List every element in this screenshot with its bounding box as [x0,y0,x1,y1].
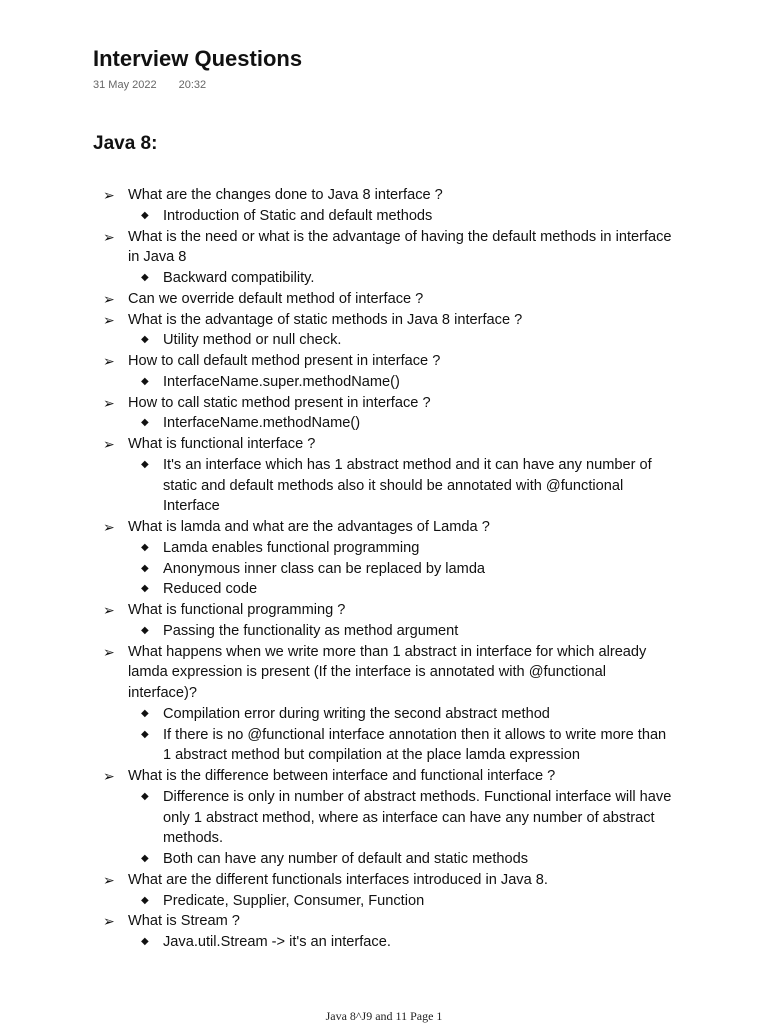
arrow-bullet-icon: ➢ [103,311,115,328]
question-item [0,434,768,455]
diamond-bullet-icon: ◆ [141,209,149,221]
page-title: Interview Questions [93,46,303,71]
question-text: How to call static method present in interface ? [128,394,431,411]
arrow-bullet-icon: ➢ [103,290,115,307]
answer-text: Lamda enables functional programming [163,539,420,556]
arrow-bullet-icon: ➢ [103,228,115,245]
answer-item [0,206,768,227]
answer-item [0,330,768,351]
diamond-bullet-icon: ◆ [141,728,149,740]
note-meta [93,78,206,92]
diamond-bullet-icon: ◆ [141,853,149,864]
question-text: What is lamda and what are the advantages of Lamda ? [128,519,490,535]
diamond-bullet-icon: ◆ [141,583,149,595]
answer-text: Anonymous inner class can be replaced by lamda [163,560,486,577]
diamond-bullet-icon: ◆ [141,417,149,429]
question-text: What happens when we write more than 1 abstract in interface for which already lamda expression is present (If the interface is annotated with @functional interface)? [128,643,647,701]
arrow-bullet-icon: ➢ [103,436,115,452]
question-item [0,517,768,538]
answer-text: Difference is only in number of abstract methods. Functional interface will have only 1 abstract method, where as interface can have any number of abstract methods. [163,788,672,847]
diamond-bullet-icon: ◆ [141,334,149,346]
diamond-bullet-icon: ◆ [141,562,149,574]
question-item [0,227,768,269]
diamond-bullet-icon: ◆ [141,375,149,387]
diamond-bullet-icon: ◆ [141,707,149,719]
arrow-bullet-icon: ➢ [103,913,115,930]
answer-text: Backward compatibility. [163,270,315,286]
note-time: 20:32 [178,79,207,91]
answer-item [0,704,768,725]
question-item [0,766,768,787]
question-text: How to call default method present in interface ? [128,353,441,369]
answer-item [0,268,768,289]
answer-item [0,538,768,559]
answer-text: It's an interface which has 1 abstract method and it can have any number of static and default methods also it should be annotated with @functional Interface [163,456,652,515]
question-text: What is the difference between interface and functional interface ? [128,768,556,784]
diamond-bullet-icon: ◆ [141,458,149,470]
question-item [0,393,768,414]
answer-text: Java.util.Stream -> it's an interface. [163,934,391,950]
question-item [0,642,768,704]
answer-text: Compilation error during writing the second abstract method [163,705,550,722]
question-item [0,351,768,372]
question-text: What is Stream ? [128,913,240,930]
question-item [0,289,768,310]
qa-list [0,185,768,953]
arrow-bullet-icon: ➢ [103,768,115,784]
answer-item [0,725,768,767]
arrow-bullet-icon: ➢ [103,643,115,660]
answer-text: Utility method or null check. [163,332,342,349]
answer-item [0,787,768,849]
answer-item [0,455,768,517]
answer-text: Reduced code [163,581,258,598]
diamond-bullet-icon: ◆ [141,624,149,636]
question-item [0,870,768,891]
arrow-bullet-icon: ➢ [103,602,115,618]
question-text: What are the different functionals interfaces introduced in Java 8. [128,871,548,888]
answer-text: InterfaceName.methodName() [163,415,361,432]
diamond-bullet-icon: ◆ [141,541,149,553]
answer-item [0,621,768,642]
question-text: What is the need or what is the advantage of having the default methods in interface in Java 8 [128,228,672,266]
answer-text: Introduction of Static and default methods [163,207,433,224]
answer-text: Passing the functionality as method argument [163,622,459,639]
question-item [0,310,768,331]
answer-item [0,559,768,580]
diamond-bullet-icon: ◆ [141,936,149,947]
answer-item [0,849,768,870]
diamond-bullet-icon: ◆ [141,272,149,283]
question-item [0,185,768,206]
answer-text: InterfaceName.super.methodName() [163,373,400,390]
answer-item [0,372,768,393]
section-heading: Java 8: [93,133,158,154]
answer-text: If there is no @functional interface annotation then it allows to write more than 1 abstract method but compilation at the place lamda expression [163,726,667,764]
answer-item [0,413,768,434]
question-text: Can we override default method of interface ? [128,290,424,307]
arrow-bullet-icon: ➢ [103,519,115,535]
note-date: 31 May 2022 [93,79,157,91]
answer-item [0,579,768,600]
arrow-bullet-icon: ➢ [103,871,115,888]
question-item [0,911,768,932]
answer-item [0,891,768,912]
question-text: What are the changes done to Java 8 interface ? [128,187,443,203]
question-text: What is the advantage of static methods in Java 8 interface ? [128,311,523,328]
diamond-bullet-icon: ◆ [141,894,149,906]
arrow-bullet-icon: ➢ [103,187,115,203]
diamond-bullet-icon: ◆ [141,790,149,802]
answer-text: Predicate, Supplier, Consumer, Function [163,892,425,909]
arrow-bullet-icon: ➢ [103,353,115,369]
answer-text: Both can have any number of default and static methods [163,851,529,867]
arrow-bullet-icon: ➢ [103,394,115,411]
page-footer: Java 8^J9 and 11 Page 1 [325,1009,443,1023]
question-text: What is functional programming ? [128,602,346,618]
answer-item [0,932,768,953]
question-item [0,600,768,621]
question-text: What is functional interface ? [128,436,316,452]
